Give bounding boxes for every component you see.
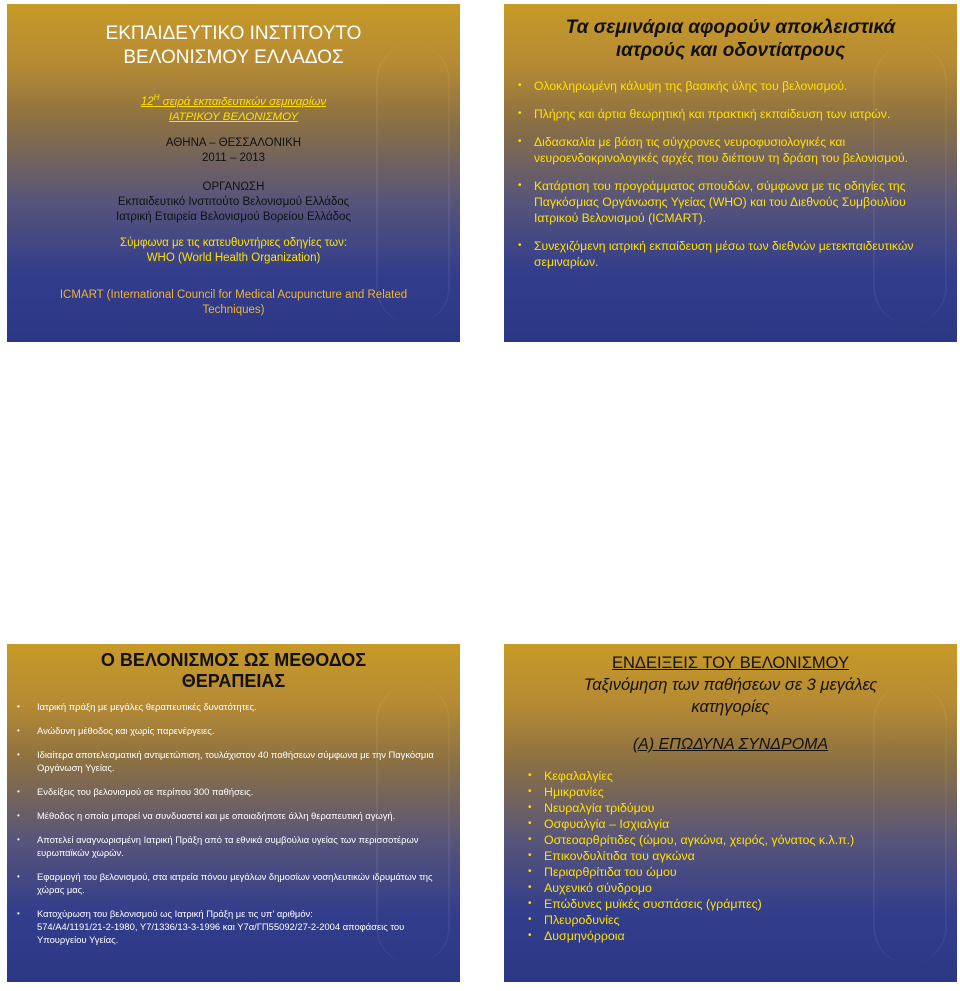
list-item: • Οσφυαλγία – Ισχιαλγία xyxy=(544,816,947,832)
slide-acupuncture-method xyxy=(7,644,460,982)
list-item: • Οστεοαρθρίτιδες (ώμου, αγκώνα, χειρός, γόνατος κ.λ.π.) xyxy=(544,832,947,848)
indications-list xyxy=(544,768,947,944)
slide-title xyxy=(7,22,460,70)
slide-title xyxy=(504,16,957,62)
legal-line-2: 574/Α4/1191/21-2-1980, Υ7/1336/13-3-1996 και Υ7α/ΓΠ55092/27-2-2004 αποφάσεις του Υπουργείου Υγείας. xyxy=(37,921,405,945)
series-superscript: Η xyxy=(153,93,160,102)
list-item: • Εφαρμογή του βελονισμού, στα ιατρεία πόνου μεγάλων δημοσίων νοσηλευτικών ιδρυμάτων της χώρας μας. xyxy=(37,870,446,896)
cities: ΑΘΗΝΑ – ΘΕΣΣΑΛΟΝΙΚΗ xyxy=(165,137,302,149)
cities-years xyxy=(17,136,450,166)
legal-line-1: • Κατοχύρωση του βελονισμού ως Ιατρική Πράξη με τις υπ' αριθμόν: xyxy=(37,908,313,919)
list-item: • Ανώδυνη μέθοδος και χωρίς παρενέργειες. xyxy=(37,724,446,737)
list-item: • Ιδιαίτερα αποτελεσματική αντιμετώπιση, τουλάχιστον 40 παθήσεων σύμφωνα με την Παγκόσμια Οργάνωση Υγείας. xyxy=(37,748,446,774)
bullet-list xyxy=(37,700,446,957)
organization-block xyxy=(17,180,450,225)
list-item-legal xyxy=(37,907,446,946)
list-item: • Επικονδυλίτιδα του αγκώνα xyxy=(544,848,947,864)
series-line-2: ΙΑΤΡΙΚΟΥ ΒΕΛΟΝΙΣΜΟΥ xyxy=(168,110,299,123)
list-item: • Μέθοδος η οποία μπορεί να συνδυαστεί και με οποιαδήποτε άλλη θεραπευτική αγωγή. xyxy=(37,809,446,822)
years: 2011 – 2013 xyxy=(201,152,266,164)
list-item: • Κατάρτιση του προγράμματος σπουδών, σύμφωνα με τις οδηγίες της Παγκόσμιας Οργάνωσης Υγείας (WHO) και του Διεθνούς Συμβουλίου Ιατρικού Βελονισμού (ICMART). xyxy=(530,178,941,226)
series-info xyxy=(17,90,450,125)
title-line-1: ΕΝΔΕΙΞΕΙΣ ΤΟΥ ΒΕΛΟΝΙΣΜΟΥ xyxy=(612,654,849,672)
slide-title xyxy=(504,652,957,718)
title-line-2: Ταξινόμηση των παθήσεων σε 3 μεγάλες xyxy=(583,676,878,694)
list-item: • Περιαρθρίτιδα του ώμου xyxy=(544,864,947,880)
series-text: σειρά εκπαιδευτικών σεμιναρίων xyxy=(159,95,327,108)
list-item: • Κεφαλαλγίες xyxy=(544,768,947,784)
list-item: • Επώδυνες μυϊκές συσπάσεις (γράμπες) xyxy=(544,896,947,912)
section-heading: (Α) ΕΠΩΔΥΝΑ ΣΥΝΔΡΟΜΑ xyxy=(632,736,829,753)
list-item: • Συνεχιζόμενη ιατρική εκπαίδευση μέσω των διεθνών μετεκπαιδευτικών σεμιναρίων. xyxy=(530,238,941,270)
slide-institute-intro xyxy=(7,4,460,342)
title-line-3: κατηγορίες xyxy=(691,698,770,716)
who-line-1: Σύμφωνα με τις κατευθυντήριες οδηγίες των: xyxy=(119,237,348,249)
icmart-text: ICMART (International Council for Medical Acupuncture and Related Techniques) xyxy=(59,289,408,316)
title-line-1: Τα σεμινάρια αφορούν αποκλειστικά xyxy=(565,17,896,38)
bullet-list xyxy=(530,78,941,282)
title-line-2: ΘΕΡΑΠΕΙΑΣ xyxy=(181,671,286,691)
list-item: • Δυσμηνόρροια xyxy=(544,928,947,944)
list-item: • Πλευροδυνίες xyxy=(544,912,947,928)
slide-seminar-audience xyxy=(504,4,957,342)
list-item: • Νευραλγία τριδύμου xyxy=(544,800,947,816)
title-line-1: ΕΚΠΑΙΔΕΥΤΙΚΟ ΙΝΣΤΙΤΟΥΤΟ xyxy=(105,23,362,44)
list-item: • Ημικρανίες xyxy=(544,784,947,800)
slide-title xyxy=(47,650,420,692)
list-item: • Ιατρική πράξη με μεγάλες θεραπευτικές δυνατότητες. xyxy=(37,700,446,713)
list-item: • Ολοκληρωμένη κάλυψη της βασικής ύλης του βελονισμού. xyxy=(530,78,941,94)
list-item: • Πλήρης και άρτια θεωρητική και πρακτική εκπαίδευση των ιατρών. xyxy=(530,106,941,122)
org-heading: ΟΡΓΑΝΩΣΗ xyxy=(202,181,265,193)
who-guidelines xyxy=(17,236,450,266)
who-line-2: WHO (World Health Organization) xyxy=(146,252,321,264)
list-item: • Αυχενικό σύνδρομο xyxy=(544,880,947,896)
list-item: • Διδασκαλία με βάση τις σύγχρονες νευροφυσιολογικές και νευροενδοκρινολογικές αρχές που διέπουν τη δράση του βελονισμού. xyxy=(530,134,941,166)
series-number: 12 xyxy=(140,95,154,108)
title-line-1: Ο ΒΕΛΟΝΙΣΜΟΣ ΩΣ ΜΕΘΟΔΟΣ xyxy=(100,650,367,670)
slide-indications xyxy=(504,644,957,982)
title-line-2: ιατρούς και οδοντίατρους xyxy=(615,40,846,61)
list-item: • Αποτελεί αναγνωρισμένη Ιατρική Πράξη από τα εθνικά συμβούλια υγείας των περισσοτέρων ευρωπαϊκών χωρών. xyxy=(37,833,446,859)
org-line-2: Ιατρική Εταιρεία Βελονισμού Βορείου Ελλάδος xyxy=(116,211,351,223)
org-line-1: Εκπαιδευτικό Ινστιτούτο Βελονισμού Ελλάδος xyxy=(117,196,350,208)
list-item: • Ενδείξεις του βελονισμού σε περίπου 300 παθήσεις. xyxy=(37,785,446,798)
title-line-2: ΒΕΛΟΝΙΣΜΟΥ ΕΛΛΑΔΟΣ xyxy=(123,47,344,68)
